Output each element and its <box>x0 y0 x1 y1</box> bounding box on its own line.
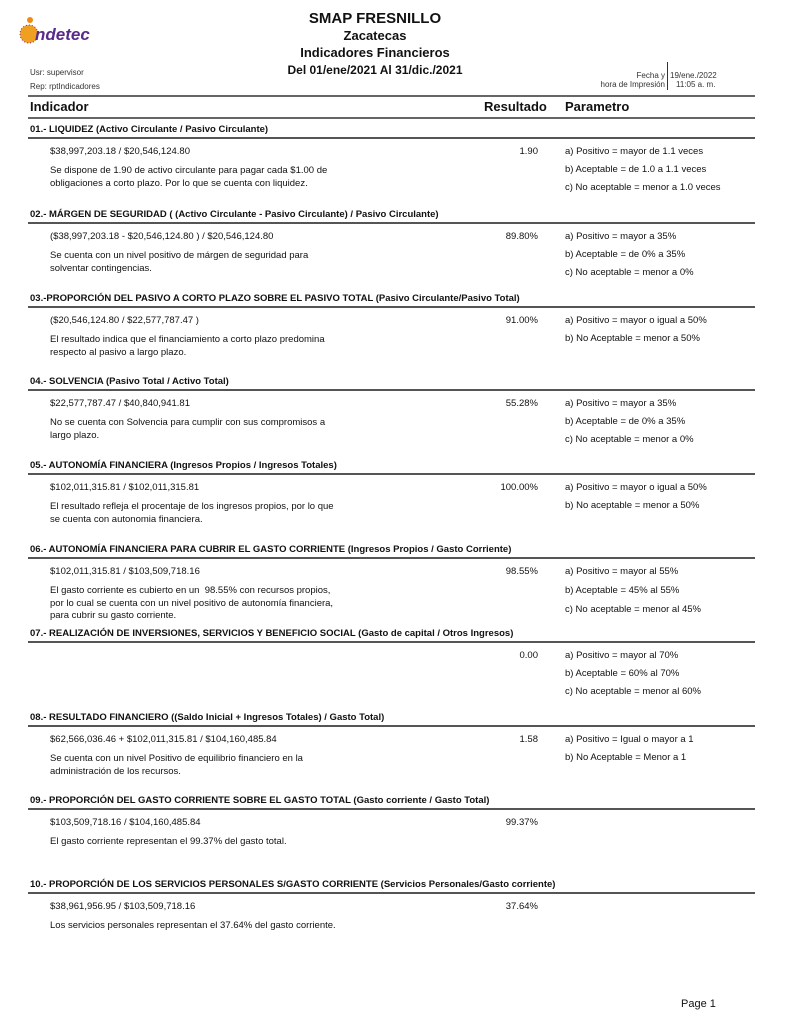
parameter-item: a) Positivo = mayor al 70% <box>565 650 679 661</box>
parameter-item: a) Positivo = mayor a 35% <box>565 398 677 409</box>
description: Se cuenta con un nivel positivo de márgen de seguridad para solventar contingencias. <box>50 250 309 274</box>
result-value: 91.00% <box>505 315 538 326</box>
parameter-item: b) Aceptable = de 0% a 35% <box>565 249 686 260</box>
column-result: Resultado <box>484 99 547 114</box>
parameter-item: c) No aceptable = menor a 1.0 veces <box>565 182 721 193</box>
result-value: 89.80% <box>505 231 538 242</box>
print-label-2: hora de Impresión <box>600 80 665 89</box>
result-value: 100.00% <box>500 482 538 493</box>
formula: $38,997,203.18 / $20,546,124.80 <box>50 146 190 157</box>
description: Se dispone de 1.90 de activo circulante para pagar cada $1.00 de obligaciones a corto plazo. Por lo que se cuenta con liquidez. <box>50 165 328 189</box>
indicator-section <box>0 544 791 624</box>
description: El gasto corriente representan el 99.37% del gasto total. <box>50 836 287 847</box>
column-parameter: Parametro <box>565 99 630 114</box>
parameter-item: b) No Aceptable = Menor a 1 <box>565 752 687 763</box>
indicator-section <box>0 376 791 456</box>
section-title: 03.-PROPORCIÓN DEL PASIVO A CORTO PLAZO SOBRE EL PASIVO TOTAL (Pasivo Circulante/Pasivo Total) <box>30 293 520 304</box>
header-rule-top <box>28 95 755 97</box>
print-date: 19/ene./2022 <box>670 71 717 80</box>
rep-label: Rep: rptIndicadores <box>30 82 100 91</box>
indicator-section <box>0 795 791 875</box>
indicator-section <box>0 460 791 540</box>
parameter-item: a) Positivo = mayor de 1.1 veces <box>565 146 704 157</box>
result-value: 0.00 <box>519 650 538 661</box>
column-indicator: Indicador <box>30 99 89 114</box>
result-value: 37.64% <box>505 901 538 912</box>
parameter-item: a) Positivo = mayor o igual a 50% <box>565 315 707 326</box>
print-divider <box>667 62 668 90</box>
parameter-item: a) Positivo = Igual o mayor a 1 <box>565 734 694 745</box>
parameter-item: a) Positivo = mayor al 55% <box>565 566 679 577</box>
formula: ($20,546,124.80 / $22,577,787.47 ) <box>50 315 199 326</box>
result-value: 1.58 <box>519 734 538 745</box>
formula: $102,011,315.81 / $102,011,315.81 <box>50 482 200 493</box>
parameter-item: c) No aceptable = menor al 60% <box>565 686 701 697</box>
indicator-section <box>0 712 791 792</box>
indicator-section <box>0 628 791 708</box>
parameter-item: a) Positivo = mayor a 35% <box>565 231 677 242</box>
print-label-1: Fecha y <box>636 71 665 80</box>
description: El gasto corriente es cubierto en un 98.55% con recursos propios, por lo cual se cuenta con un nivel positivo de autonomía financiera, para cubrir su gasto corriente. <box>50 585 334 621</box>
formula: $62,566,036.46 + $102,011,315.81 / $104,160,485.84 <box>50 734 277 745</box>
report-state: Zacatecas <box>343 28 407 43</box>
formula: $38,961,956.95 / $103,509,718.16 <box>50 901 196 912</box>
section-title: 04.- SOLVENCIA (Pasivo Total / Activo Total) <box>30 376 229 387</box>
parameter-item: b) No aceptable = menor a 50% <box>565 500 700 511</box>
description: El resultado refleja el procentaje de los ingresos propios, por lo que se cuenta con autonomia financiera. <box>50 501 334 525</box>
result-value: 99.37% <box>505 817 538 828</box>
svg-text:ndetec: ndetec <box>35 25 90 44</box>
parameter-item: c) No aceptable = menor a 0% <box>565 267 694 278</box>
parameter-item: b) Aceptable = 60% al 70% <box>565 668 680 679</box>
indicator-section <box>0 879 791 959</box>
report-entity: SMAP FRESNILLO <box>308 10 442 27</box>
result-value: 55.28% <box>505 398 538 409</box>
description: Los servicios personales representan el 37.64% del gasto corriente. <box>50 920 336 931</box>
indicator-section <box>0 124 791 204</box>
result-value: 98.55% <box>505 566 538 577</box>
description: El resultado indica que el financiamiento a corto plazo predomina respecto al pasivo a largo plazo. <box>50 334 325 358</box>
section-title: 08.- RESULTADO FINANCIERO ((Saldo Inicial + Ingresos Totales) / Gasto Total) <box>30 712 385 723</box>
print-time: 11:05 a. m. <box>676 80 716 89</box>
section-title: 10.- PROPORCIÓN DE LOS SERVICIOS PERSONALES S/GASTO CORRIENTE (Servicios Personales/Gasto corriente) <box>30 879 556 890</box>
formula: ($38,997,203.18 - $20,546,124.80 ) / $20,546,124.80 <box>50 231 274 242</box>
description: Se cuenta con un nivel Positivo de equilibrio financiero en la administración de los recursos. <box>50 753 303 777</box>
parameter-item: b) No Aceptable = menor a 50% <box>565 333 700 344</box>
header-rule-bottom <box>28 117 755 119</box>
user-label: Usr: supervisor <box>30 68 84 77</box>
section-title: 07.- REALIZACIÓN DE INVERSIONES, SERVICIOS Y BENEFICIO SOCIAL (Gasto de capital / Otros Ingresos) <box>30 628 514 639</box>
section-rule <box>28 892 755 894</box>
indicator-section <box>0 293 791 373</box>
section-title: 02.- MÁRGEN DE SEGURIDAD ( (Activo Circulante - Pasivo Circulante) / Pasivo Circulante) <box>30 209 439 220</box>
description: No se cuenta con Solvencia para cumplir con sus compromisos a largo plazo. <box>50 417 326 441</box>
section-rule <box>28 222 755 224</box>
formula: $22,577,787.47 / $40,840,941.81 <box>50 398 190 409</box>
parameter-item: b) Aceptable = 45% al 55% <box>565 585 680 596</box>
section-rule <box>28 641 755 643</box>
result-value: 1.90 <box>519 146 538 157</box>
section-title: 09.- PROPORCIÓN DEL GASTO CORRIENTE SOBRE EL GASTO TOTAL (Gasto corriente / Gasto Total) <box>30 795 490 806</box>
section-rule <box>28 725 755 727</box>
section-rule <box>28 473 755 475</box>
parameter-item: b) Aceptable = de 0% a 35% <box>565 416 686 427</box>
report-period: Del 01/ene/2021 Al 31/dic./2021 <box>287 63 463 77</box>
section-rule <box>28 557 755 559</box>
parameter-item: c) No aceptable = menor al 45% <box>565 604 701 615</box>
formula: $103,509,718.16 / $104,160,485.84 <box>50 817 201 828</box>
report-title: Indicadores Financieros <box>300 45 450 60</box>
parameter-item: c) No aceptable = menor a 0% <box>565 434 694 445</box>
section-rule <box>28 808 755 810</box>
page-number: Page 1 <box>681 998 716 1010</box>
section-title: 06.- AUTONOMÍA FINANCIERA PARA CUBRIR EL GASTO CORRIENTE (Ingresos Propios / Gasto Corriente) <box>30 544 512 555</box>
section-rule <box>28 306 755 308</box>
parameter-item: a) Positivo = mayor o igual a 50% <box>565 482 707 493</box>
section-title: 05.- AUTONOMÍA FINANCIERA (Ingresos Propios / Ingresos Totales) <box>30 460 337 471</box>
section-rule <box>28 389 755 391</box>
section-rule <box>28 137 755 139</box>
indicator-section <box>0 209 791 289</box>
section-title: 01.- LIQUIDEZ (Activo Circulante / Pasivo Circulante) <box>30 124 269 135</box>
parameter-item: b) Aceptable = de 1.0 a 1.1 veces <box>565 164 707 175</box>
formula: $102,011,315.81 / $103,509,718.16 <box>50 566 200 577</box>
